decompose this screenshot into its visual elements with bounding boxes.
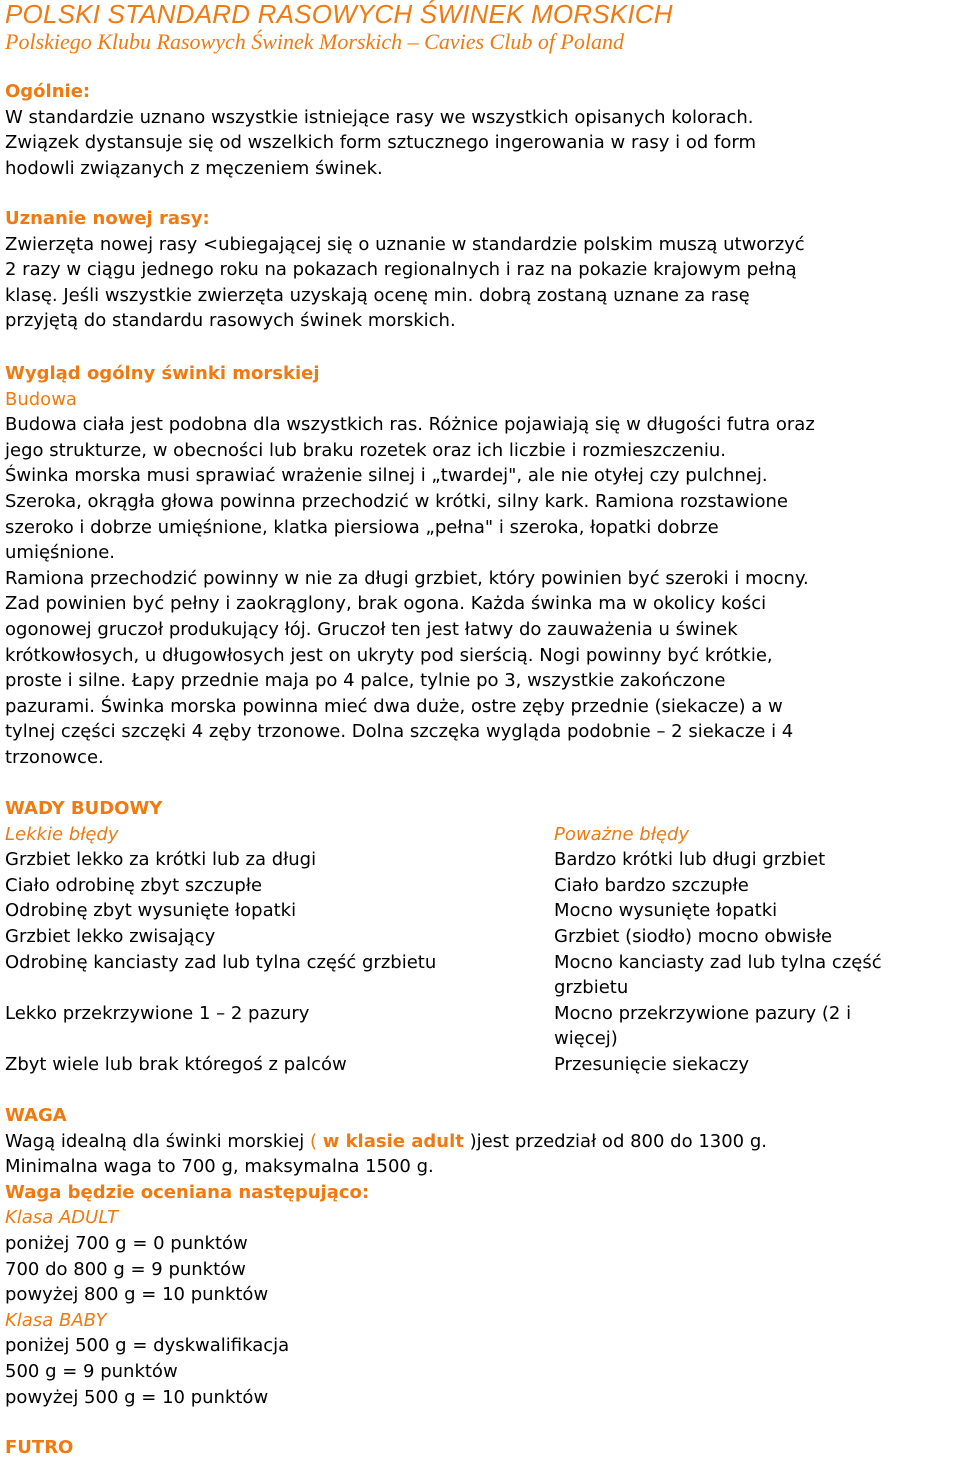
- serious-fault: Przesunięcie siekaczy: [554, 1053, 750, 1075]
- minor-fault: Grzbiet lekko za krótki lub za długi: [5, 849, 317, 871]
- document-header: [5, 0, 673, 56]
- recognition-line: przyjętą do standardu rasowych świnek morskich.: [5, 310, 456, 332]
- section-recognition: [5, 206, 957, 334]
- section-general: [5, 79, 957, 181]
- section-appearance: [5, 361, 960, 771]
- appearance-line: szeroko i dobrze umięśnione, klatka piersiowa „pełna" i szeroka, łopatki dobrze: [5, 516, 719, 538]
- recognition-line: klasę. Jeśli wszystkie zwierzęta uzyskają ocenę min. dobrą zostaną uznane za rasę: [5, 284, 750, 306]
- recognition-line: 2 razy w ciągu jednego roku na pokazach regionalnych i raz na pokazie krajowym pełną: [5, 259, 797, 281]
- appearance-line: krótkowłosych, u długowłosych jest on ukryty pod sierścią. Nogi powinny być krótkie,: [5, 644, 773, 666]
- general-line: Związek dystansuje się od wszelkich form sztucznego ingerowania w rasy i od form: [5, 132, 756, 154]
- recognition-heading: Uznanie nowej rasy:: [5, 208, 210, 229]
- faults-row: [5, 1052, 957, 1078]
- weight-ideal-text: Wagą idealną dla świnki morskiej: [5, 1130, 310, 1152]
- appearance-subheading: Budowa: [5, 388, 77, 410]
- faults-row: [5, 1001, 957, 1052]
- faults-row: [5, 924, 957, 950]
- faults-column-headers: [5, 822, 957, 848]
- fur-heading: FUTRO: [5, 1437, 74, 1458]
- adult-score-line: poniżej 700 g = 0 punktów: [5, 1232, 248, 1254]
- faults-row: [5, 950, 957, 1001]
- weight-adult-class: w klasie adult: [322, 1130, 464, 1152]
- baby-class-heading: Klasa BABY: [5, 1309, 107, 1331]
- faults-row: [5, 898, 957, 924]
- appearance-line: jego strukturze, w obecności lub braku rozetek oraz ich liczbie i rozmieszczeniu.: [5, 439, 727, 461]
- general-line: hodowli związanych z męczeniem świnek.: [5, 157, 383, 179]
- serious-faults-heading: Poważne błędy: [554, 823, 690, 845]
- baby-score-line: powyżej 500 g = 10 punktów: [5, 1386, 269, 1408]
- serious-fault: Mocno przekrzywione pazury (2 i więcej): [554, 1002, 852, 1050]
- section-weight: [5, 1103, 957, 1410]
- appearance-line: umięśnione.: [5, 542, 116, 564]
- serious-fault: Bardzo krótki lub długi grzbiet: [554, 849, 826, 871]
- section-faults: [5, 796, 957, 1078]
- faults-heading: WADY BUDOWY: [5, 798, 163, 819]
- appearance-line: Zad powinien być pełny i zaokrąglony, brak ogona. Każda świnka ma w okolicy kości: [5, 593, 767, 615]
- weight-ideal-line: [5, 1129, 957, 1155]
- recognition-line: Zwierzęta nowej rasy <ubiegającej się o uznanie w standardzie polskim muszą utworzyć: [5, 233, 805, 255]
- weight-paren-open: (: [309, 1130, 323, 1152]
- minor-fault: Lekko przekrzywione 1 – 2 pazury: [5, 1002, 310, 1024]
- appearance-line: pazurami. Świnka morska powinna mieć dwa duże, ostre zęby przednie (siekacze) a w: [5, 695, 783, 717]
- adult-class-heading: Klasa ADULT: [5, 1207, 119, 1229]
- faults-row: [5, 873, 957, 899]
- appearance-heading: Wygląd ogólny świnki morskiej: [5, 363, 320, 384]
- minor-faults-heading: Lekkie błędy: [5, 823, 119, 845]
- appearance-line: ogonowej gruczoł produkujący łój. Gruczoł ten jest łatwy do zauważenia u świnek: [5, 618, 738, 640]
- appearance-line: Szeroka, okrągła głowa powinna przechodzić w krótki, silny kark. Ramiona rozstawione: [5, 490, 788, 512]
- serious-fault: Grzbiet (siodło) mocno obwisłe: [554, 925, 833, 947]
- serious-fault: Ciało bardzo szczupłe: [554, 874, 749, 896]
- page-title: POLSKI STANDARD RASOWYCH ŚWINEK MORSKICH: [5, 0, 673, 29]
- weight-limits-line: Minimalna waga to 700 g, maksymalna 1500 g.: [5, 1156, 434, 1178]
- weight-heading: WAGA: [5, 1105, 67, 1126]
- page-subtitle: Polskiego Klubu Rasowych Świnek Morskich – Cavies Club of Poland: [5, 29, 624, 54]
- appearance-line: tylnej części szczęki 4 zęby trzonowe. Dolna szczęka wygląda podobnie – 2 siekacze i 4: [5, 721, 794, 743]
- weight-scoring-heading: Waga będzie oceniana następująco:: [5, 1181, 370, 1203]
- appearance-line: proste i silne. Łapy przednie maja po 4 palce, tylnie po 3, wszystkie zakończone: [5, 670, 726, 692]
- minor-fault: Odrobinę kanciasty zad lub tylna część grzbietu: [5, 951, 437, 973]
- baby-score-line: poniżej 500 g = dyskwalifikacja: [5, 1335, 290, 1357]
- section-fur: [5, 1435, 73, 1461]
- minor-fault: Zbyt wiele lub brak któregoś z palców: [5, 1053, 347, 1075]
- baby-score-line: 500 g = 9 punktów: [5, 1360, 178, 1382]
- minor-fault: Grzbiet lekko zwisający: [5, 925, 216, 947]
- appearance-line: Ramiona przechodzić powinny w nie za długi grzbiet, który powinien być szeroki i mocny.: [5, 567, 809, 589]
- appearance-line: Świnka morska musi sprawiać wrażenie silnej i „twardej", ale nie otyłej czy pulchnej.: [5, 465, 768, 487]
- faults-row: [5, 847, 957, 873]
- minor-fault: Odrobinę zbyt wysunięte łopatki: [5, 900, 297, 922]
- serious-fault: Mocno wysunięte łopatki: [554, 900, 778, 922]
- appearance-line: Budowa ciała jest podobna dla wszystkich ras. Różnice pojawiają się w długości futra oraz: [5, 414, 815, 436]
- weight-ideal-range: )jest przedział od 800 do 1300 g.: [463, 1130, 768, 1152]
- general-heading: Ogólnie:: [5, 81, 91, 102]
- serious-fault: Mocno kanciasty zad lub tylna część grzbietu: [554, 951, 882, 999]
- adult-score-line: powyżej 800 g = 10 punktów: [5, 1284, 269, 1306]
- minor-fault: Ciało odrobinę zbyt szczupłe: [5, 874, 263, 896]
- general-line: W standardzie uznano wszystkie istniejące rasy we wszystkich opisanych kolorach.: [5, 106, 754, 128]
- appearance-line: trzonowce.: [5, 746, 104, 768]
- adult-score-line: 700 do 800 g = 9 punktów: [5, 1258, 246, 1280]
